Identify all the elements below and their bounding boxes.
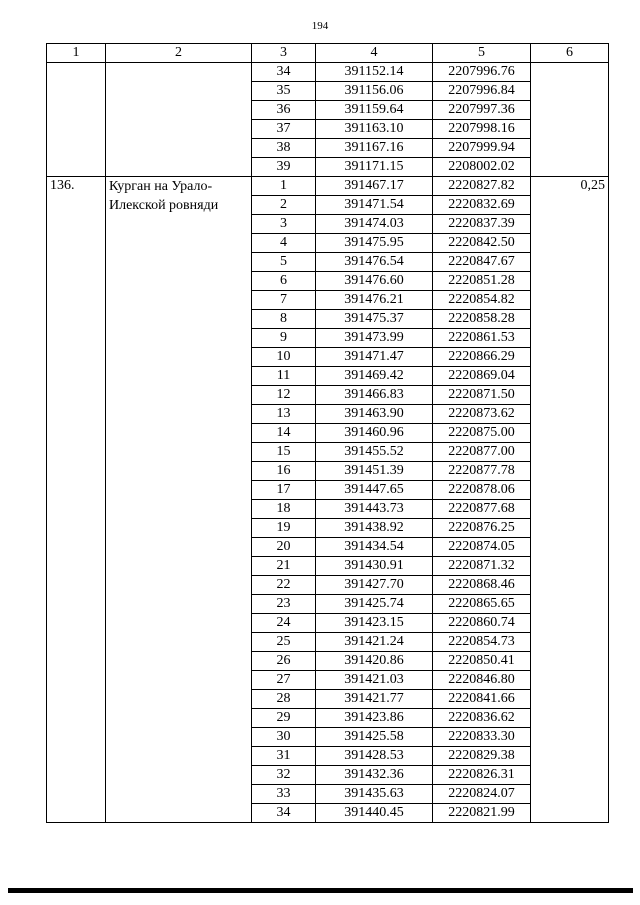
header-cell-4: 4 [316,44,433,63]
coordinate-y: 2220875.00 [433,424,531,443]
coordinate-y: 2220865.65 [433,595,531,614]
point-number: 29 [252,709,316,728]
coordinate-x: 391171.15 [316,158,433,177]
point-number: 38 [252,139,316,158]
coordinate-y: 2220877.00 [433,443,531,462]
coordinate-x: 391167.16 [316,139,433,158]
header-cell-2: 2 [106,44,252,63]
coordinate-y: 2220827.82 [433,177,531,196]
coordinate-y: 2220842.50 [433,234,531,253]
point-number: 5 [252,253,316,272]
object-area: 0,25 [531,177,609,823]
coordinate-x: 391443.73 [316,500,433,519]
coordinate-y: 2220869.04 [433,367,531,386]
object-name: Курган на Урало-Илекской ровняди [106,177,252,823]
coordinate-y: 2220846.80 [433,671,531,690]
coordinate-y: 2220860.74 [433,614,531,633]
coordinate-y: 2220854.73 [433,633,531,652]
coordinate-y: 2220829.38 [433,747,531,766]
coordinate-y: 2220837.39 [433,215,531,234]
point-number: 39 [252,158,316,177]
coordinate-x: 391425.58 [316,728,433,747]
table-row [47,63,609,82]
point-number: 3 [252,215,316,234]
coordinate-y: 2220832.69 [433,196,531,215]
coordinate-x: 391428.53 [316,747,433,766]
coordinate-y: 2220850.41 [433,652,531,671]
point-number: 13 [252,405,316,424]
point-number: 9 [252,329,316,348]
object-name [106,63,252,177]
bottom-rule [8,888,633,893]
header-cell-5: 5 [433,44,531,63]
point-number: 22 [252,576,316,595]
point-number: 16 [252,462,316,481]
coordinate-x: 391432.36 [316,766,433,785]
coordinate-x: 391423.15 [316,614,433,633]
coordinate-y: 2220821.99 [433,804,531,823]
point-number: 18 [252,500,316,519]
coordinate-x: 391163.10 [316,120,433,139]
coordinate-x: 391467.17 [316,177,433,196]
point-number: 24 [252,614,316,633]
coordinate-y: 2220858.28 [433,310,531,329]
coordinate-y: 2207996.84 [433,82,531,101]
coordinate-x: 391460.96 [316,424,433,443]
point-number: 31 [252,747,316,766]
coordinate-x: 391447.65 [316,481,433,500]
coordinate-x: 391440.45 [316,804,433,823]
point-number: 21 [252,557,316,576]
coordinate-y: 2220878.06 [433,481,531,500]
coordinate-y: 2220871.32 [433,557,531,576]
coordinate-x: 391421.77 [316,690,433,709]
coordinate-y: 2220876.25 [433,519,531,538]
coordinate-y: 2220841.66 [433,690,531,709]
point-number: 28 [252,690,316,709]
coordinates-table [46,43,609,823]
coordinate-x: 391434.54 [316,538,433,557]
object-number [47,63,106,177]
coordinate-y: 2207997.36 [433,101,531,120]
point-number: 2 [252,196,316,215]
coordinate-x: 391438.92 [316,519,433,538]
point-number: 14 [252,424,316,443]
coordinate-x: 391420.86 [316,652,433,671]
point-number: 6 [252,272,316,291]
point-number: 23 [252,595,316,614]
coordinate-x: 391159.64 [316,101,433,120]
coordinate-y: 2220833.30 [433,728,531,747]
coordinate-y: 2220873.62 [433,405,531,424]
coordinate-y: 2220868.46 [433,576,531,595]
point-number: 27 [252,671,316,690]
coordinate-x: 391435.63 [316,785,433,804]
point-number: 26 [252,652,316,671]
coordinate-x: 391473.99 [316,329,433,348]
point-number: 30 [252,728,316,747]
coordinate-y: 2220836.62 [433,709,531,728]
coordinate-y: 2220826.31 [433,766,531,785]
coordinate-x: 391471.54 [316,196,433,215]
coordinate-x: 391451.39 [316,462,433,481]
point-number: 34 [252,804,316,823]
point-number: 4 [252,234,316,253]
point-number: 36 [252,101,316,120]
coordinate-x: 391423.86 [316,709,433,728]
point-number: 32 [252,766,316,785]
point-number: 8 [252,310,316,329]
coordinate-x: 391152.14 [316,63,433,82]
point-number: 1 [252,177,316,196]
coordinate-x: 391466.83 [316,386,433,405]
point-number: 10 [252,348,316,367]
object-number: 136. [47,177,106,823]
coordinate-y: 2220861.53 [433,329,531,348]
point-number: 15 [252,443,316,462]
point-number: 17 [252,481,316,500]
coordinate-y: 2220871.50 [433,386,531,405]
coordinate-y: 2207996.76 [433,63,531,82]
point-number: 37 [252,120,316,139]
coordinate-y: 2220874.05 [433,538,531,557]
coordinate-x: 391476.60 [316,272,433,291]
point-number: 34 [252,63,316,82]
point-number: 12 [252,386,316,405]
point-number: 20 [252,538,316,557]
coordinate-y: 2220866.29 [433,348,531,367]
coordinate-y: 2207998.16 [433,120,531,139]
coordinate-y: 2207999.94 [433,139,531,158]
point-number: 19 [252,519,316,538]
header-cell-3: 3 [252,44,316,63]
coordinate-x: 391476.21 [316,291,433,310]
coordinate-x: 391156.06 [316,82,433,101]
coordinate-y: 2208002.02 [433,158,531,177]
header-cell-6: 6 [531,44,609,63]
coordinate-x: 391463.90 [316,405,433,424]
coordinate-y: 2220854.82 [433,291,531,310]
coordinate-x: 391455.52 [316,443,433,462]
coordinate-y: 2220824.07 [433,785,531,804]
coordinate-y: 2220851.28 [433,272,531,291]
table-row [47,177,609,196]
point-number: 25 [252,633,316,652]
coordinate-x: 391421.03 [316,671,433,690]
coordinate-x: 391475.95 [316,234,433,253]
page-number: 194 [311,20,329,32]
coordinate-x: 391427.70 [316,576,433,595]
header-row [47,44,609,63]
coordinate-y: 2220877.78 [433,462,531,481]
coordinate-x: 391469.42 [316,367,433,386]
coordinate-x: 391421.24 [316,633,433,652]
coordinate-x: 391476.54 [316,253,433,272]
point-number: 7 [252,291,316,310]
header-cell-1: 1 [47,44,106,63]
point-number: 33 [252,785,316,804]
coordinate-x: 391425.74 [316,595,433,614]
object-area [531,63,609,177]
coordinate-x: 391474.03 [316,215,433,234]
coordinate-x: 391430.91 [316,557,433,576]
coordinate-y: 2220877.68 [433,500,531,519]
point-number: 35 [252,82,316,101]
point-number: 11 [252,367,316,386]
coordinate-x: 391475.37 [316,310,433,329]
coordinate-x: 391471.47 [316,348,433,367]
coordinate-y: 2220847.67 [433,253,531,272]
